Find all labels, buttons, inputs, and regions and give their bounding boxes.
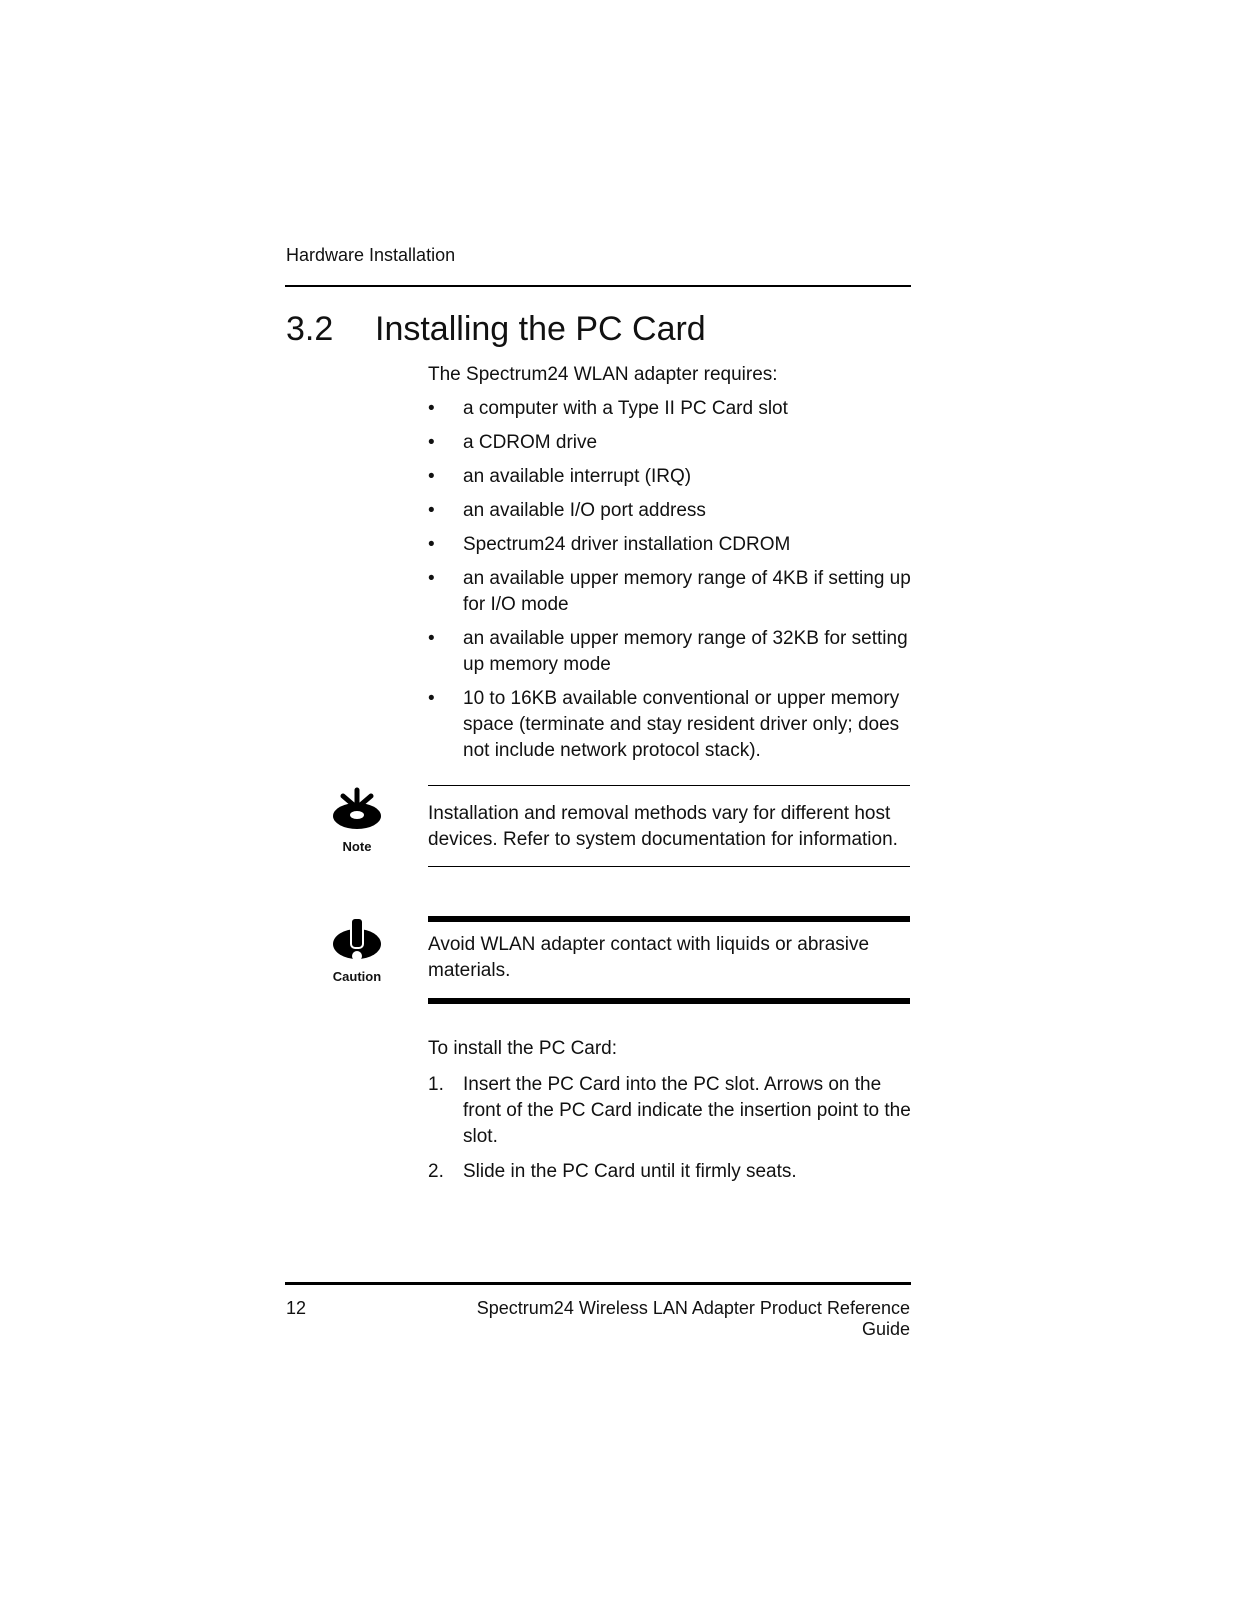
step-item: 2. Slide in the PC Card until it firmly seats. [428,1161,797,1182]
header-rule [285,285,911,287]
list-item: • an available upper memory range of 4KB if setting up for I/O mode [428,568,911,615]
list-item: • an available I/O port address [428,500,706,521]
section-title: Installing the PC Card [375,310,706,348]
note-icon: Note [327,786,387,854]
list-item: • an available upper memory range of 32KB for setting up memory mode [428,628,908,675]
requirements-list [428,396,912,764]
caution-rule-top [428,916,910,922]
procedure-steps [428,1072,912,1185]
procedure-intro: To install the PC Card: [428,1038,618,1059]
step-item: 1. Insert the PC Card into the PC slot. Arrows on the front of the PC Card indicate the insertion point to the slot. [428,1074,911,1147]
list-item: • a computer with a Type II PC Card slot [428,398,788,419]
list-item: • a CDROM drive [428,432,598,453]
list-item: • 10 to 16KB available conventional or upper memory space (terminate and stay resident driver only; does not include network protocol stack). [428,688,900,761]
book-title: Spectrum24 Wireless LAN Adapter Product Reference Guide [476,1298,910,1339]
running-head: Hardware Installation [286,245,456,265]
caution-icon: Caution [327,916,387,984]
section-number: 3.2 [286,310,334,348]
page-number: 12 [286,1298,307,1318]
list-item: • Spectrum24 driver installation CDROM [428,534,791,555]
caution-text: Avoid WLAN adapter contact with liquids or abrasive materials. [428,934,870,981]
note-text: Installation and removal methods vary for different host devices. Refer to system documentation for information. [428,803,898,850]
note-rule-bottom [428,866,910,867]
footer-rule [285,1282,911,1285]
intro-text: The Spectrum24 WLAN adapter requires: [428,364,778,385]
caution-rule-bottom [428,998,910,1004]
note-rule-top [428,785,910,786]
list-item: • an available interrupt (IRQ) [428,466,692,487]
